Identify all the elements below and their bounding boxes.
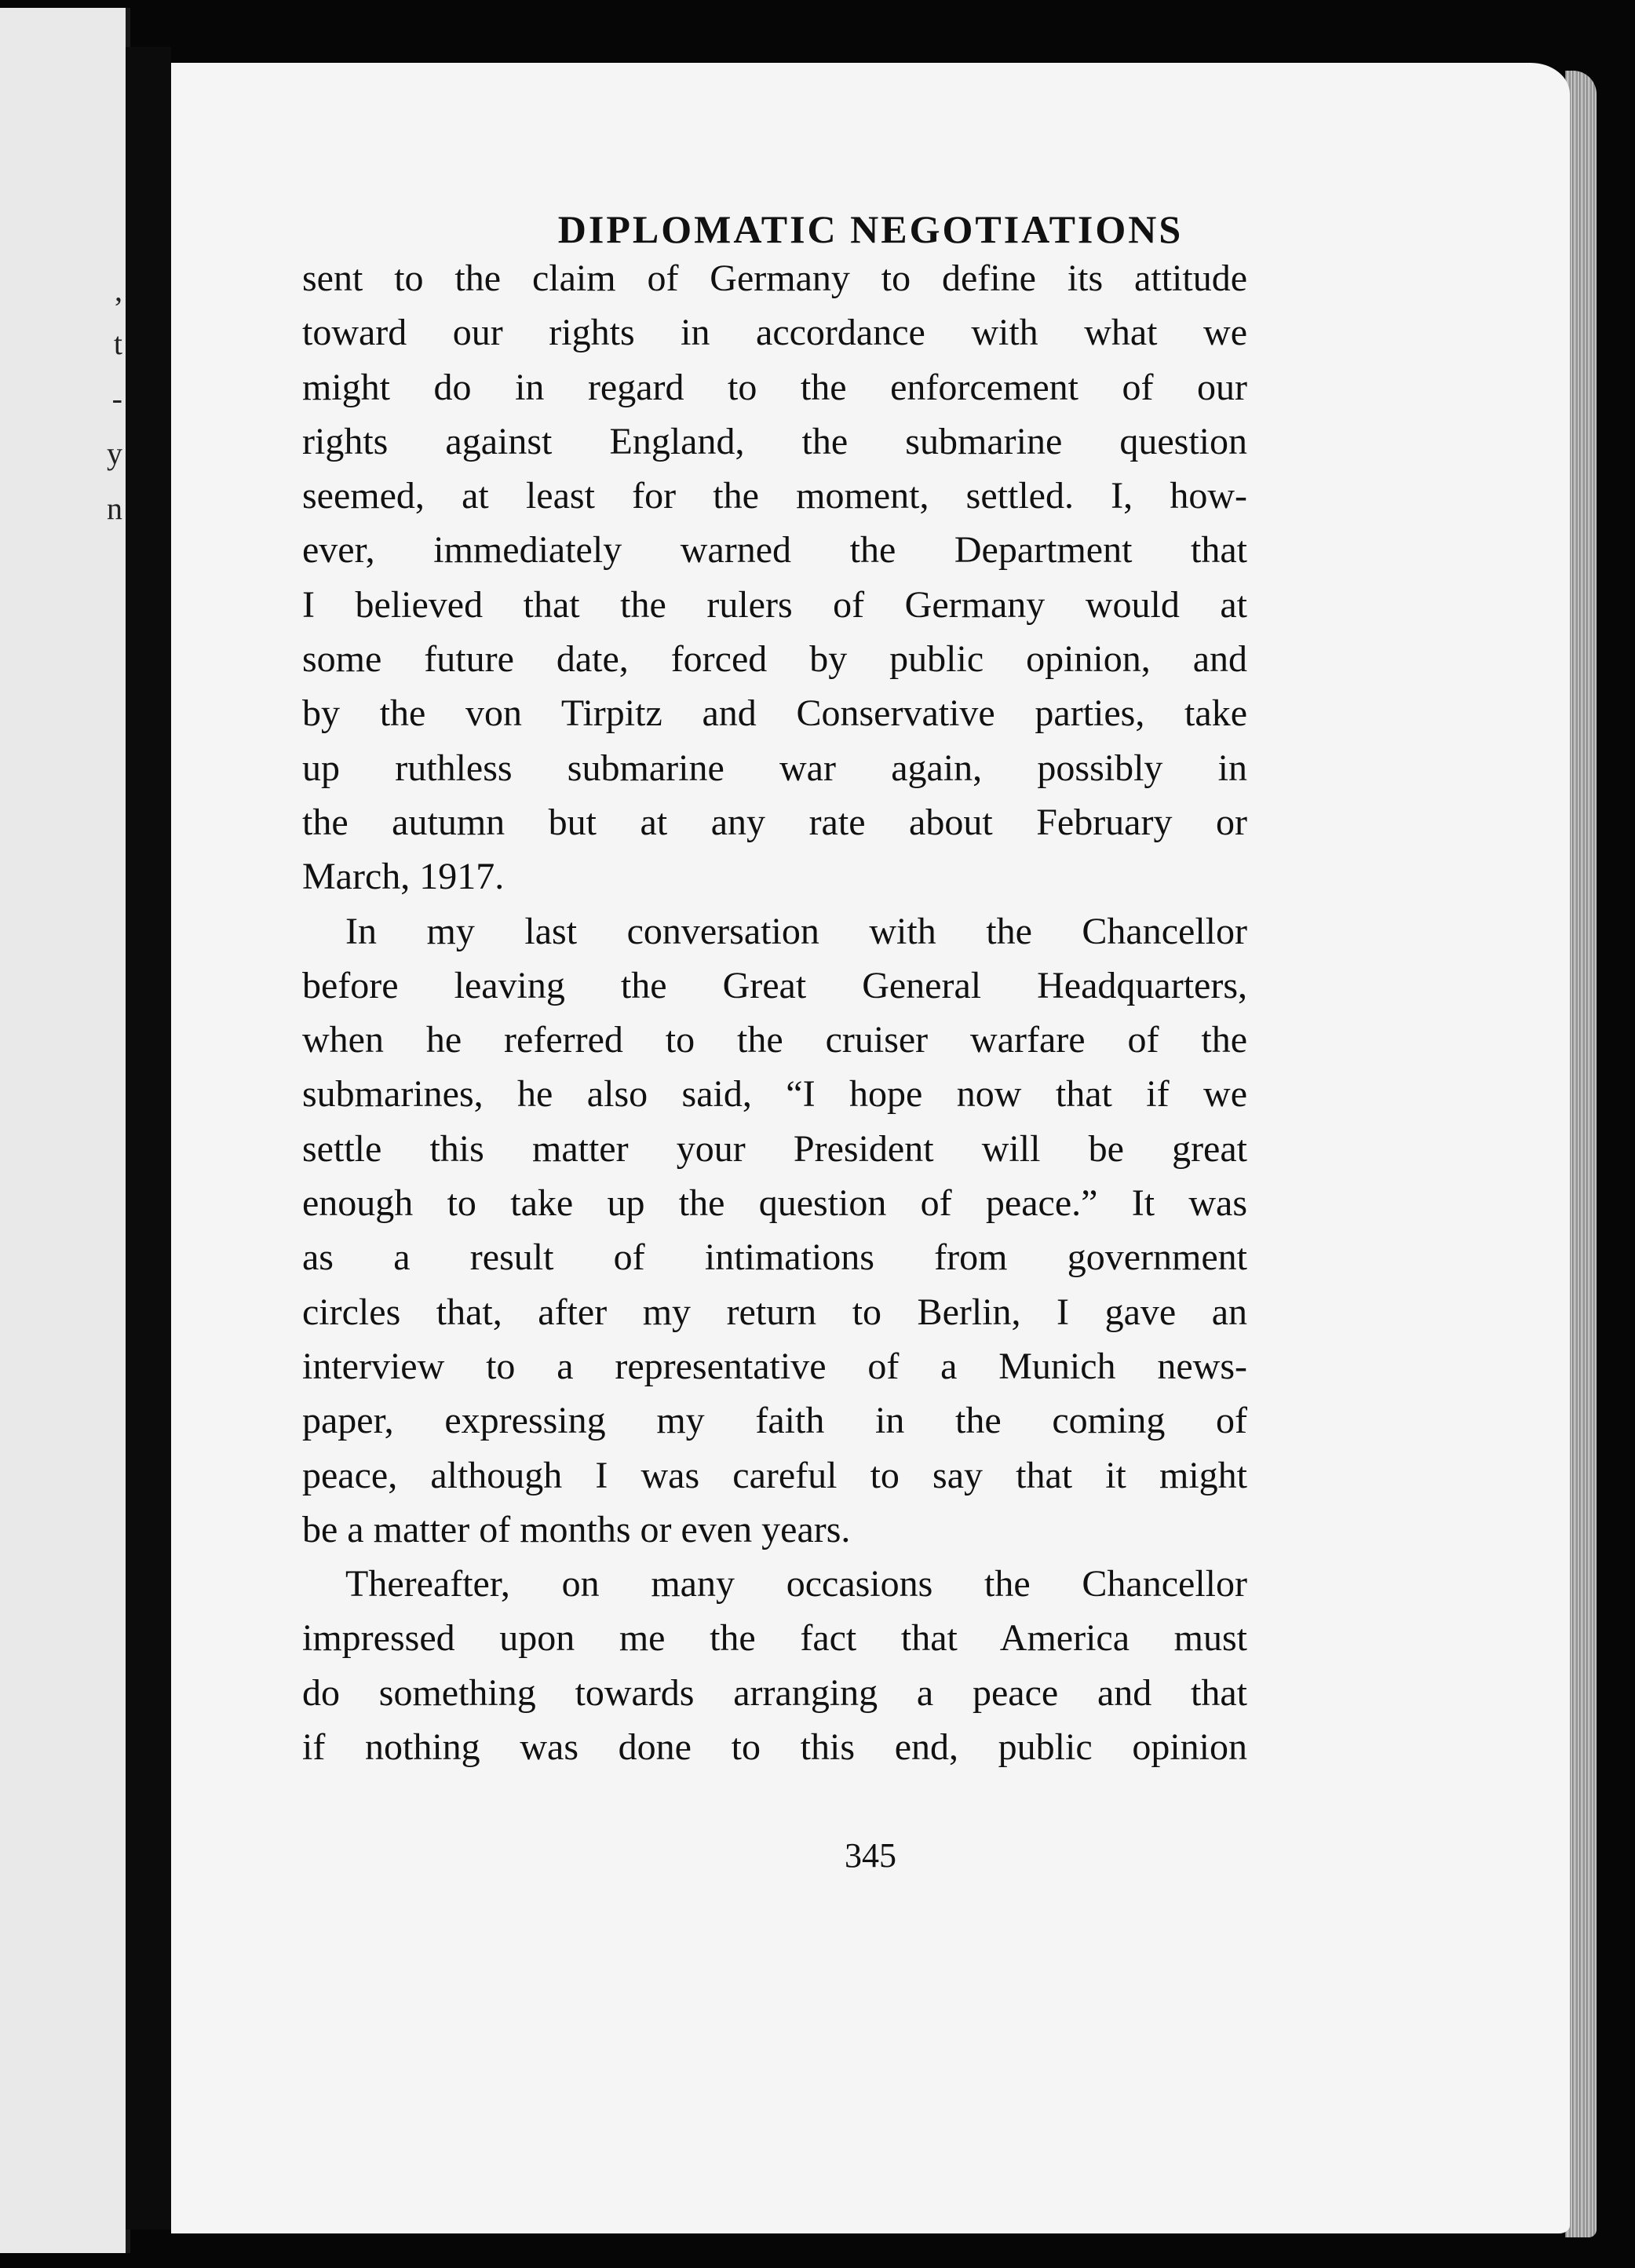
book-page — [171, 63, 1570, 2233]
text-line: when he referred to the cruiser warfare of the — [302, 1019, 1247, 1061]
text-line: March, 1917. — [302, 856, 505, 898]
text-line: the autumn but at any rate about February or — [302, 801, 1247, 843]
text-line: sent to the claim of Germany to define its attitude — [302, 257, 1247, 299]
book-binding — [126, 47, 171, 2230]
text-line: settle this matter your President will be great — [302, 1127, 1247, 1170]
text-line: might do in regard to the enforcement of our — [302, 366, 1247, 408]
text-line: I believed that the rulers of Germany would at — [302, 583, 1247, 626]
text-line: rights against England, the submarine question — [302, 420, 1247, 462]
page-number: 345 — [845, 1836, 896, 1875]
text-line: enough to take up the question of peace.” It was — [302, 1182, 1247, 1225]
text-line: as a result of intimations from government — [302, 1236, 1247, 1279]
text-line: up ruthless submarine war again, possibly in — [302, 747, 1247, 789]
running-head: DIPLOMATIC NEGOTIATIONS — [557, 207, 1184, 251]
left-page-glyph: - — [111, 381, 122, 416]
left-facing-page — [0, 8, 130, 2253]
paragraph — [302, 1557, 1247, 1774]
text-line: do something towards arranging a peace and that — [302, 1671, 1247, 1714]
text-line: In my last conversation with the Chancellor — [345, 910, 1247, 952]
paragraph — [302, 904, 1247, 1558]
text-line: seemed, at least for the moment, settled. I, how- — [302, 475, 1247, 517]
text-line: be a matter of months or even years. — [302, 1508, 851, 1550]
text-line: submarines, he also said, “I hope now that if we — [302, 1073, 1247, 1116]
left-page-glyph: t — [113, 326, 122, 361]
text-line: by the von Tirpitz and Conservative parties, take — [302, 692, 1247, 735]
paragraph — [302, 251, 1247, 904]
left-page-glyph: , — [115, 272, 122, 308]
body-text — [302, 251, 1247, 1774]
text-line: if nothing was done to this end, public opinion — [302, 1726, 1247, 1769]
text-line: circles that, after my return to Berlin, I gave an — [302, 1291, 1247, 1333]
text-line: ever, immediately warned the Department that — [302, 529, 1247, 572]
text-line: before leaving the Great General Headquarters, — [302, 964, 1247, 1006]
left-page-glyph: n — [107, 491, 122, 526]
text-line: some future date, forced by public opinion, and — [302, 638, 1247, 681]
text-line: interview to a representative of a Munich news- — [302, 1345, 1247, 1387]
text-line: peace, although I was careful to say that it might — [302, 1454, 1247, 1496]
text-line: paper, expressing my faith in the coming of — [302, 1400, 1247, 1442]
text-line: impressed upon me the fact that America must — [302, 1617, 1247, 1660]
page-edges — [1565, 71, 1597, 2237]
text-line: toward our rights in accordance with what we — [302, 312, 1247, 354]
left-page-glyph: y — [107, 436, 122, 471]
text-line: Thereafter, on many occasions the Chancellor — [345, 1563, 1247, 1605]
